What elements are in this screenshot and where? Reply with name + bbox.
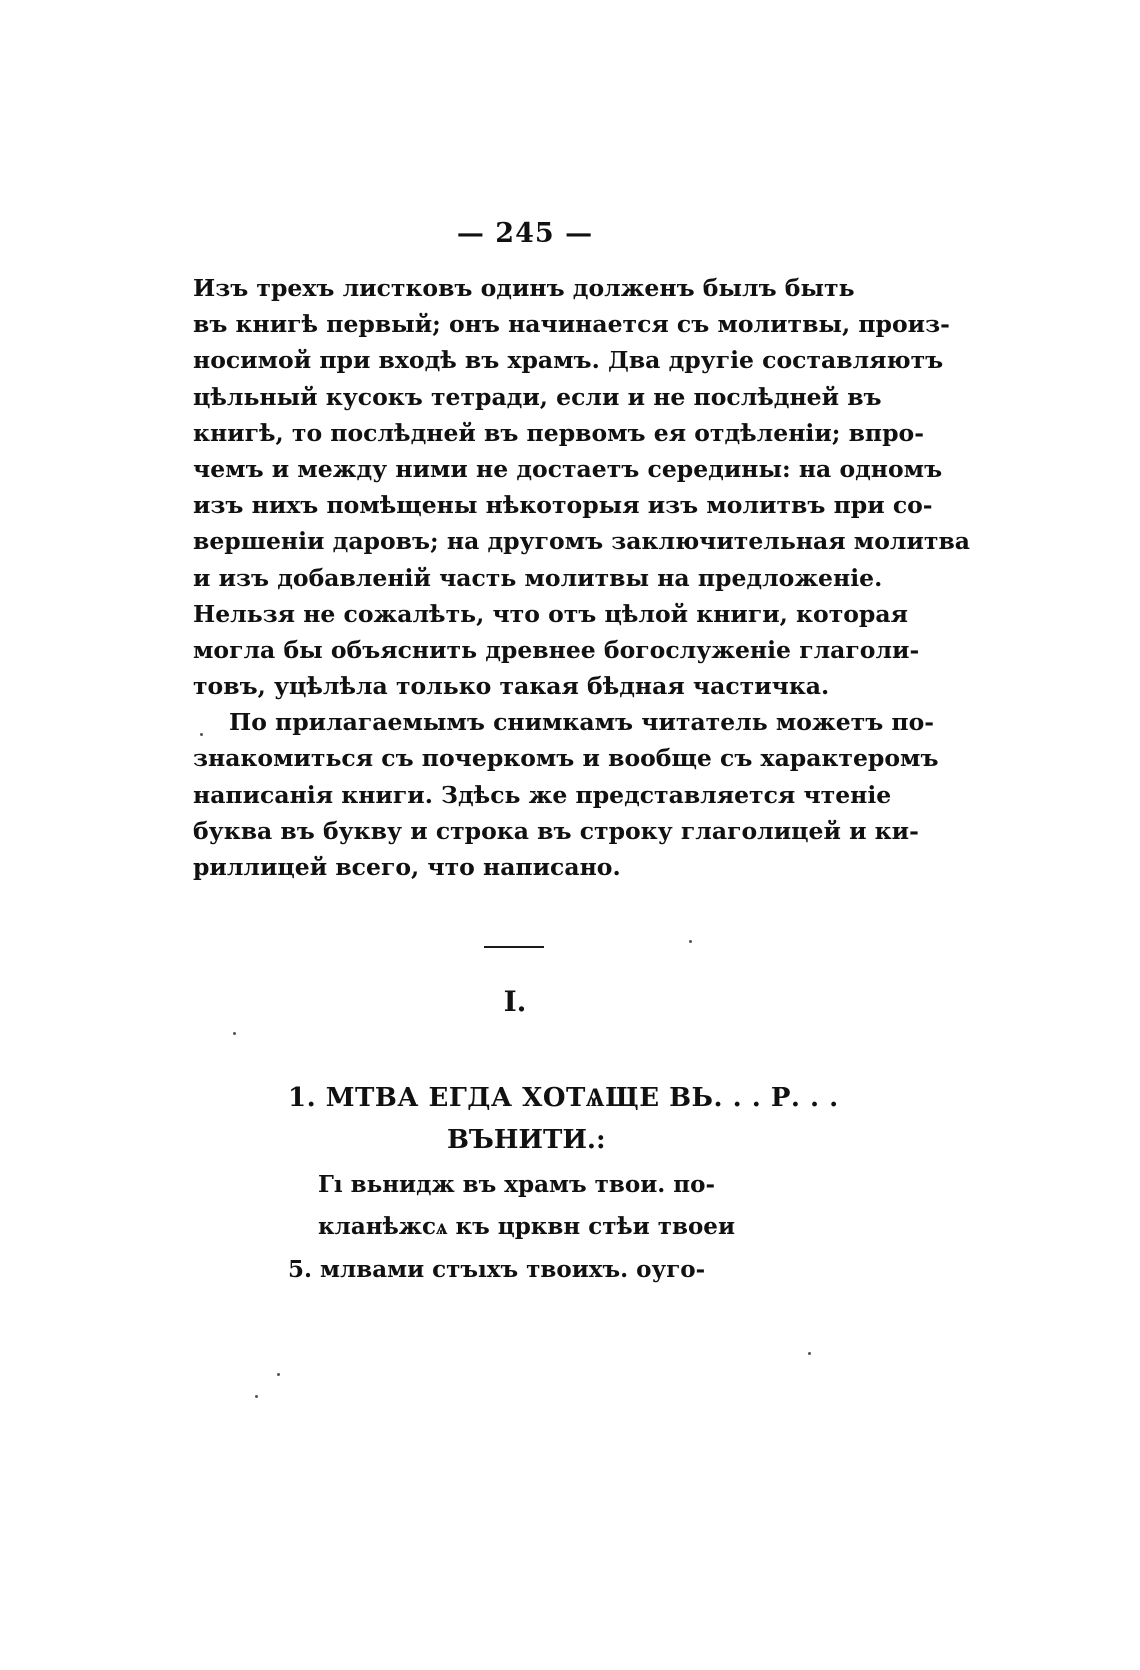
- body-line: могла бы объяснить древнее богослуженіе глаголи-: [193, 635, 920, 664]
- prayer-heading-line-2: ВЪНИТИ.:: [447, 1125, 606, 1155]
- body-line: вершеніи даровъ; на другомъ заключительная молитва: [193, 527, 971, 556]
- prayer-heading-line-1: 1. МТВА ЕГДА ХОТѦЩЕ ВЬ. . . Р. . .: [288, 1083, 839, 1113]
- body-line: чемъ и между ними не достаетъ середины: на одномъ: [193, 454, 943, 483]
- body-line: буква въ букву и строка въ строку глаголицей и ки-: [193, 816, 919, 845]
- body-text: [193, 270, 971, 885]
- body-line: Нельзя не сожалѣть, что отъ цѣлой книги, которая: [193, 599, 908, 628]
- body-line: Изъ трехъ листковъ одинъ долженъ былъ быть: [193, 274, 855, 302]
- body-line: и изъ добавленій часть молитвы на предложеніе.: [193, 563, 883, 592]
- paper-speck: [200, 733, 203, 736]
- body-line: носимой при входѣ въ храмъ. Два другіе составляютъ: [193, 346, 944, 375]
- body-line: товъ, уцѣлѣла только такая бѣдная частичка.: [193, 672, 830, 701]
- section-numeral: I.: [503, 985, 527, 1018]
- section-divider: [484, 946, 544, 948]
- body-line: знакомиться съ почеркомъ и вообще съ характеромъ: [193, 744, 939, 773]
- body-line: изъ нихъ помѣщены нѣкоторыя изъ молитвъ при со-: [193, 491, 933, 520]
- prayer-line: Гı вьнидж въ храмъ твои. по-: [318, 1171, 715, 1198]
- body-line: написанія книги. Здѣсь же представляется чтеніе: [193, 780, 892, 809]
- body-line: цѣльный кусокъ тетради, если и не послѣдней въ: [193, 382, 882, 411]
- paper-speck: [277, 1373, 280, 1376]
- paper-speck: [255, 1395, 258, 1398]
- body-line: книгѣ, то послѣдней въ первомъ ея отдѣленіи; впро-: [193, 418, 924, 447]
- prayer-line: 5. млвами стъıхъ твоихъ. оуго-: [288, 1256, 706, 1283]
- paper-speck: [689, 940, 692, 943]
- paper-speck: [808, 1352, 811, 1355]
- paper-speck: [233, 1032, 236, 1035]
- prayer-line: кланѣжсѧ къ црквн стѣи твоеи: [318, 1213, 735, 1240]
- body-line: риллицей всего, что написано.: [193, 853, 621, 881]
- body-line: въ книгѣ первый; онъ начинается съ молитвы, произ-: [193, 310, 950, 339]
- body-line: По прилагаемымъ снимкамъ читатель можетъ по-: [229, 708, 935, 737]
- page-number: — 245 —: [456, 218, 594, 249]
